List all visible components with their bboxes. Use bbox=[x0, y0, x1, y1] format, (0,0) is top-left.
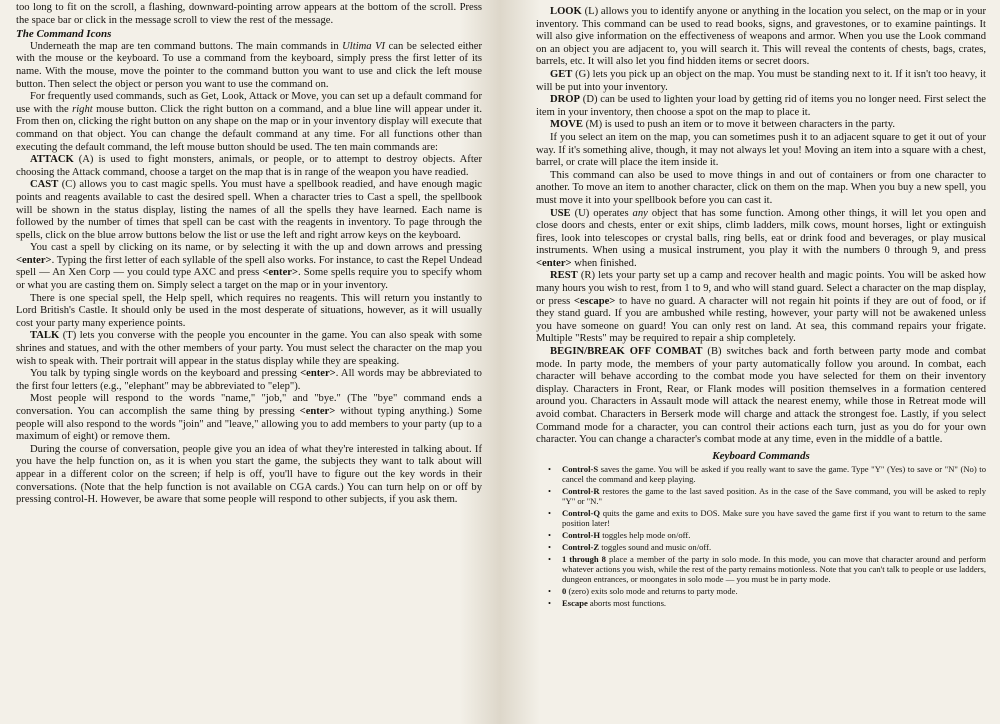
command-rest: REST (R) lets your party set up a camp and recover health and magic points. You will be asked how many hours you wish to rest, from 1 to 9, and who will stand guard. Select a character on the map display, or press <escape> to have no guard. A character will not regain hit points if they are out of food, or if they stand guard. If you are ambushed while resting, however, your party will not be awakened unless you have someone on guard! You can only rest on land. At sea, this command repairs your frigate. Multiple "Rests" may be required to repair a ship completely. bbox=[536, 270, 986, 345]
list-item: • Control-H toggles help mode on/off. bbox=[562, 530, 986, 540]
list-item: • Control-R restores the game to the last saved position. As in the case of the Save command, you will be asked to reply "Y" or "N." bbox=[562, 486, 986, 506]
command-drop: DROP (D) can be used to lighten your load by getting rid of items you no longer need. First select the item in your inventory, then choose a spot on the map to place it. bbox=[536, 94, 986, 118]
section-heading: The Command Icons bbox=[16, 28, 112, 41]
list-item: • Control-Z toggles sound and music on/off. bbox=[562, 542, 986, 552]
intro-paragraph: too long to fit on the scroll, a flashing, downward-pointing arrow appears at the bottom of the scroll. Press the space bar or click in the message scroll to view the rest of the message. bbox=[16, 2, 482, 26]
command-cast: CAST (C) allows you to cast magic spells. You must have a spellbook readied, and have enough magic points and reagents available to cast the desired spell. When a character tries to Cast a spell, the spellbook will be shown in the status display, listing the names of all the spells they have learned. Each name is followed by the number of times that spell can be cast with the reagents in inventory. To page through the spells, click on the blue arrow buttons below the list or use the left and right arrow keys on the keyboard. bbox=[16, 179, 482, 241]
keyboard-commands-heading: Keyboard Commands bbox=[712, 449, 810, 462]
paragraph-cast-details: You cast a spell by clicking on its name, or by selecting it with the up and down arrows and pressing <enter>. Typing the first letter of each syllable of the spell also works. For instance, to cast the Repel Undead spell — An Xen Corp — you could type AXC and press <enter>. Some spells require you to specify whom or what you are casting them on. Simply select a target on the map or in your inventory. bbox=[16, 242, 482, 292]
command-talk: TALK (T) lets you converse with the people you encounter in the game. You can also speak with some shrines and statues, and with the other members of your party. You must select the character on the map you wish to speak with. Their portrait will appear in the status display while they are speaking. bbox=[16, 330, 482, 367]
command-get: GET (G) lets you pick up an object on the map. You must be standing next to it. If it isn't too heavy, it will be put into your inventory. bbox=[536, 68, 986, 93]
paragraph-move-push: If you select an item on the map, you can sometimes push it to an adjacent square to get it out of your way. If it's something alive, though, it may not always let you! Moving an item into a square with a chest, barrel, or crate will place the item inside it. bbox=[536, 131, 986, 169]
paragraph-talk-typing: You talk by typing single words on the keyboard and pressing <enter>. All words may be abbreviated to the first four letters (e.g., "elephant" may be abbreviated to "elep"). bbox=[16, 368, 482, 392]
command-move: MOVE (M) is used to push an item or to move it between characters in the party. bbox=[550, 119, 896, 131]
list-item: • 0 (zero) exits solo mode and returns to party mode. bbox=[562, 586, 986, 596]
list-item: • 1 through 8 place a member of the party in solo mode. In this mode, you can move that character around and perform whatever actions you wish, while the rest of the party remains motionless. Note that you can't talk to people or use ladders, dungeon entrances, or moongates in solo mode — you must be in party mode. bbox=[562, 554, 986, 584]
paragraph-talk-words: Most people will respond to the words "name," "job," and "bye." (The "bye" command ends a conversation. You can accomplish the same thing by pressing <enter> without typing anything.) Some people will also respond to the words "join" and "leave," allowing you to add members to your party (up to a maximum of eight) or remove them. bbox=[16, 393, 482, 443]
command-attack: ATTACK (A) is used to fight monsters, animals, or people, or to attempt to destroy objects. After choosing the Attack command, choose a target on the map that is in range of the weapon you have readied. bbox=[16, 154, 482, 178]
command-look: LOOK (L) allows you to identify anyone or anything in the location you select, on the map or in your inventory. This command can be used to read books, signs, and gravestones, or to examine paintings. It will also give information on the effectiveness of weapons and armor. When you use the Look command on an object you are adjacent to, you will search it. This will reveal the contents of chests, bags, crates, barrels, etc. It will also let you find hidden items or secret doors. bbox=[536, 6, 986, 68]
paragraph-command-buttons: Underneath the map are ten command buttons. The main commands in Ultima VI can be selected either with the mouse or the keyboard. To use a command from the keyboard, simply press the first letter of its name. With the mouse, move the pointer to the command button you want to use and click the left mouse button. Then select the object or person you want to use the command on. bbox=[16, 40, 483, 90]
list-item: • Escape aborts most functions. bbox=[562, 598, 986, 608]
keyboard-commands-list bbox=[536, 464, 986, 608]
list-item: • Control-Q quits the game and exits to DOS. Make sure you have saved the game first if you want to return to the same position later! bbox=[562, 508, 986, 528]
command-combat: BEGIN/BREAK OFF COMBAT (B) switches back and forth between party mode and combat mode. In party mode, the members of your party automatically follow you around. In combat, each character will behave according to the combat mode you have selected for them on their inventory display. Characters in Front, Rear, or Flank modes will position themselves in a formation centered around you. Characters in Assault mode will attack the nearest enemy, while those in Retreat mode will avoid combat. Characters in Berserk mode will charge and attack the strongest foe. Lastly, if you select Command mode for a character, you can control their actions each turn, just as you do for your own character. You can change a character's combat mode at any time, even in the middle of a battle. bbox=[536, 346, 986, 446]
right-page bbox=[500, 0, 1000, 724]
paragraph-talk-help: During the course of conversation, people give you an idea of what they're interested in talking about. If you have the help function on, as it is when you start the game, the subjects they want to talk about will appear in a different color on the screen; if help is off, you'll have to figure out the key words in their conversations. (Note that the help function is not available on CGA cards.) You can turn help on or off by pressing control-H. However, be aware that some people will respond to other subjects, if you ask them. bbox=[16, 443, 482, 506]
paragraph-help-spell: There is one special spell, the Help spell, which requires no reagents. This will return you instantly to Lord British's Castle. It should only be used in the most desperate of situations, however, as it will usually cost your party many experience points. bbox=[16, 292, 482, 329]
list-item: • Control-S saves the game. You will be asked if you really want to save the game. Type "Y" (Yes) to save or "N" (No) to cancel the command and keep playing. bbox=[562, 464, 986, 484]
command-use: USE (U) operates any object that has some function. Among other things, it will let you open and close doors and chests, enter or exit ships, climb ladders, milk cows, mount horses, light or extinguish fires, look into telescopes or crystal balls, ring bells, eat or drink food and beverages, or play musical instruments. When using a musical instrument, you play it with the numbers 0 through 9, and press <enter> when finished. bbox=[536, 207, 986, 269]
paragraph-default-command: For frequently used commands, such as Get, Look, Attack or Move, you can set up a default command for use with the right mouse button. Click the right button on a command, and a blue line will appear under it. From then on, clicking the right button on any shape on the map or in your inventory display will execute that command on that object. You can change the default command at any time. For all functions other than executing the default command, the left mouse button should be used. The ten main commands are: bbox=[16, 91, 482, 153]
paragraph-move-containers: This command can also be used to move things in and out of containers or from one character to another. To move an item to another character, click on them on the map. When you buy a new spell, you must move it into your spellbook before you can cast it. bbox=[536, 169, 986, 206]
